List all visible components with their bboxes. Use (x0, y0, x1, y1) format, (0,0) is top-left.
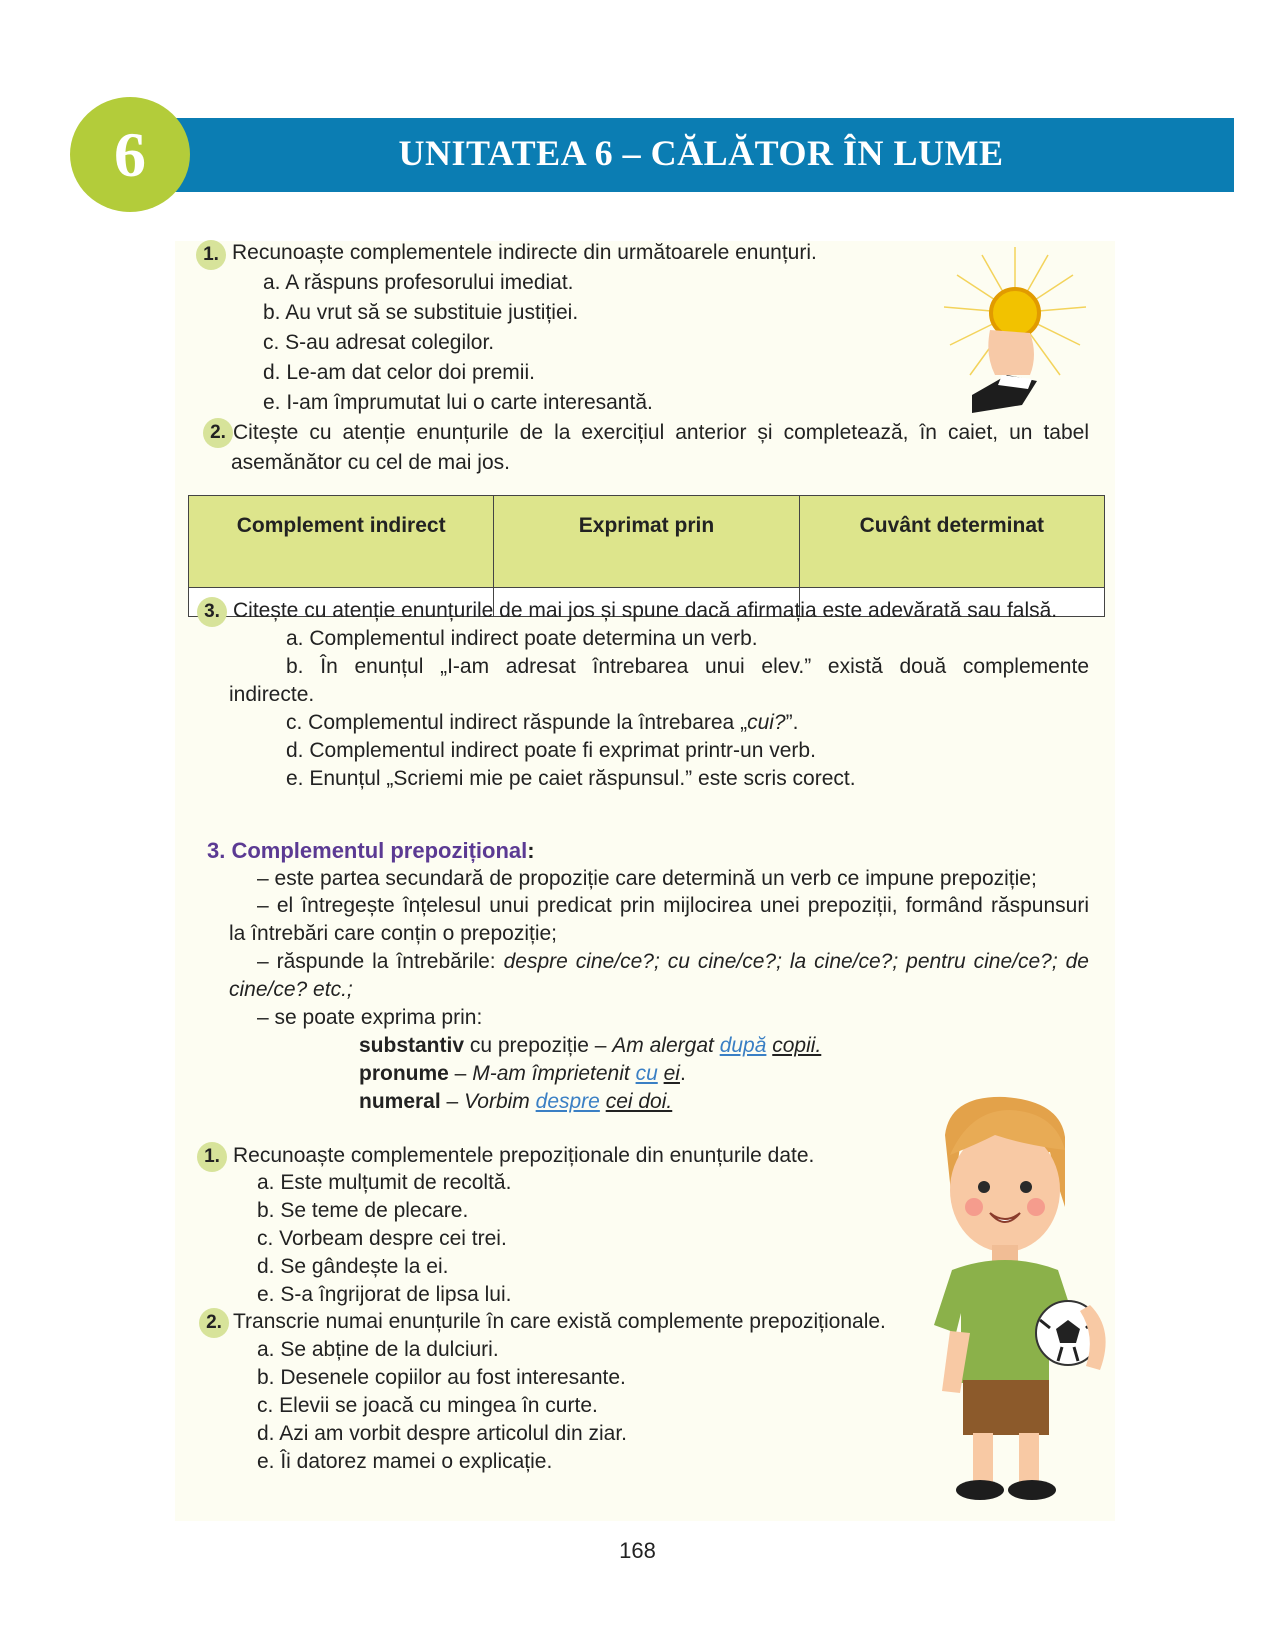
exercise-5-instruction: Transcrie numai enunțurile în care există complemente prepoziționale. (233, 1310, 886, 1333)
unit-title: UNITATEA 6 – CĂLĂTOR ÎN LUME (398, 133, 1004, 173)
definition-point-3-questions: despre cine/ce?; cu cine/ce?; la cine/ce?; pentru cine/ce?; de (503, 950, 1089, 973)
exercise-4-item-c: c. Vorbeam despre cei trei. (257, 1227, 507, 1250)
exercise-3-item-c-end: ”. (785, 711, 799, 734)
expression-label: pronume (359, 1062, 449, 1085)
expression-word: ei (663, 1062, 680, 1085)
table-header-cell: Complement indirect (189, 496, 494, 588)
exercise-3-item-c-question: cui? (747, 711, 786, 734)
exercise-1-item-c: c. S-au adresat colegilor. (263, 331, 495, 354)
table-header-row (189, 496, 1105, 588)
expression-label: numeral (359, 1090, 441, 1113)
definition-point-3-text: – răspunde la întrebările: (257, 950, 504, 973)
expression-mid: cu prepoziție – (464, 1034, 613, 1057)
expression-word: copii. (772, 1034, 822, 1057)
exercise-4-item-e: e. S-a îngrijorat de lipsa lui. (257, 1283, 512, 1306)
unit-number-badge (70, 97, 190, 212)
expression-preposition: cu (635, 1062, 658, 1085)
exercise-4-badge: 1. (197, 1142, 227, 1172)
page-number: 168 (619, 1538, 656, 1563)
expression-word: cei doi. (605, 1090, 673, 1113)
expression-example: M-am împrietenit (472, 1062, 636, 1085)
section-title-colon: : (527, 838, 535, 863)
exercise-3-item-c-text: c. Complementul indirect răspunde la întrebarea „ (286, 711, 748, 734)
exercise-3-instruction: Citește cu atenție enunțurile de mai jos și spune dacă afirmația este adevărată sau falsă. (233, 599, 1058, 622)
exercise-1-item-a: a. A răspuns profesorului imediat. (263, 271, 574, 294)
exercise-3-item-b-line-1: b. În enunțul „I-am adresat întrebarea unui elev.” există două complemente (286, 655, 1089, 678)
exercise-3-item-b-line-2: indirecte. (229, 683, 315, 706)
exercise-5-badge: 2. (199, 1308, 229, 1338)
exercise-5-item-c: c. Elevii se joacă cu mingea în curte. (257, 1394, 598, 1417)
expression-label: substantiv (359, 1034, 465, 1057)
exercise-3-item-e: e. Enunțul „Scriemi mie pe caiet răspunsul.” este scris corect. (286, 767, 856, 790)
exercise-5-item-a: a. Se abține de la dulciuri. (257, 1338, 499, 1361)
exercise-5-item-b: b. Desenele copiilor au fost interesante. (257, 1366, 626, 1389)
definition-point-1: – este partea secundară de propoziție care determină un verb ce impune prepoziție; (257, 867, 1037, 890)
exercise-1-item-e: e. I-am împrumutat lui o carte interesantă. (263, 391, 653, 414)
expression-noun (359, 1033, 821, 1059)
exercise-5-item-d: d. Azi am vorbit despre articolul din ziar. (257, 1422, 628, 1445)
definition-point-3-line-2 (229, 977, 353, 1003)
unit-banner (168, 118, 1234, 192)
expression-mid: – (440, 1090, 465, 1113)
exercise-1-item-b: b. Au vrut să se substituie justiției. (263, 301, 579, 324)
expression-example: Am alergat (612, 1034, 720, 1057)
boy-with-ball-illustration (930, 1095, 1120, 1510)
exercise-4-instruction: Recunoaște complementele prepoziționale din enunțurile date. (233, 1144, 815, 1167)
exercise-4-item-d: d. Se gândește la ei. (257, 1255, 449, 1278)
table-header-cell: Exprimat prin (494, 496, 799, 588)
exercise-3-badge: 3. (197, 597, 227, 627)
definition-point-2-line-1: – el întregește înțelesul unui predicat prin mijlocirea unei prepoziții, formând răspunsuri (257, 894, 1089, 917)
section-title (207, 838, 535, 864)
exercise-1-item-d: d. Le-am dat celor doi premii. (263, 361, 535, 384)
definition-point-3-questions-end: cine/ce? etc.; (229, 978, 353, 1001)
table-header-cell: Cuvânt determinat (799, 496, 1104, 588)
exercise-4-item-a: a. Este mulțumit de recoltă. (257, 1171, 512, 1194)
section-title-text: 3. Complementul prepozițional (207, 838, 528, 863)
exercise-2-line-2: asemănător cu cel de mai jos. (231, 451, 510, 474)
exercise-3-item-d: d. Complementul indirect poate fi exprimat printr-un verb. (286, 739, 816, 762)
expression-pronoun: pronume – M-am împrietenit cu ei. (359, 1062, 686, 1085)
medal-illustration (940, 245, 1090, 420)
exercise-5-item-e: e. Îi datorez mamei o explicație. (257, 1450, 553, 1473)
exercise-1-instruction: Recunoaște complementele indirecte din următoarele enunțuri. (232, 241, 817, 264)
exercise-3-item-c (286, 710, 798, 736)
definition-point-3-line-1 (257, 949, 1089, 975)
exercise-3-item-a: a. Complementul indirect poate determina un verb. (286, 627, 758, 650)
exercise-4-item-b: b. Se teme de plecare. (257, 1199, 469, 1222)
expression-mid: – (448, 1062, 473, 1085)
expression-preposition: după (719, 1034, 767, 1057)
expression-preposition: despre (535, 1090, 600, 1113)
expression-numeral (359, 1089, 672, 1115)
medal-icon (991, 289, 1039, 337)
exercise-1-badge: 1. (196, 240, 226, 270)
exercise-2-line-1: Citește cu atenție enunțurile de la exercițiul anterior și completează, în caiet, un tabel (233, 421, 1089, 444)
exercise-2-badge: 2. (203, 418, 233, 448)
definition-point-4: – se poate exprima prin: (257, 1006, 483, 1029)
unit-number: 6 (114, 119, 146, 190)
definition-point-2-line-2: la întrebări care conțin o prepoziție; (229, 922, 558, 945)
expression-example: Vorbim (464, 1090, 536, 1113)
